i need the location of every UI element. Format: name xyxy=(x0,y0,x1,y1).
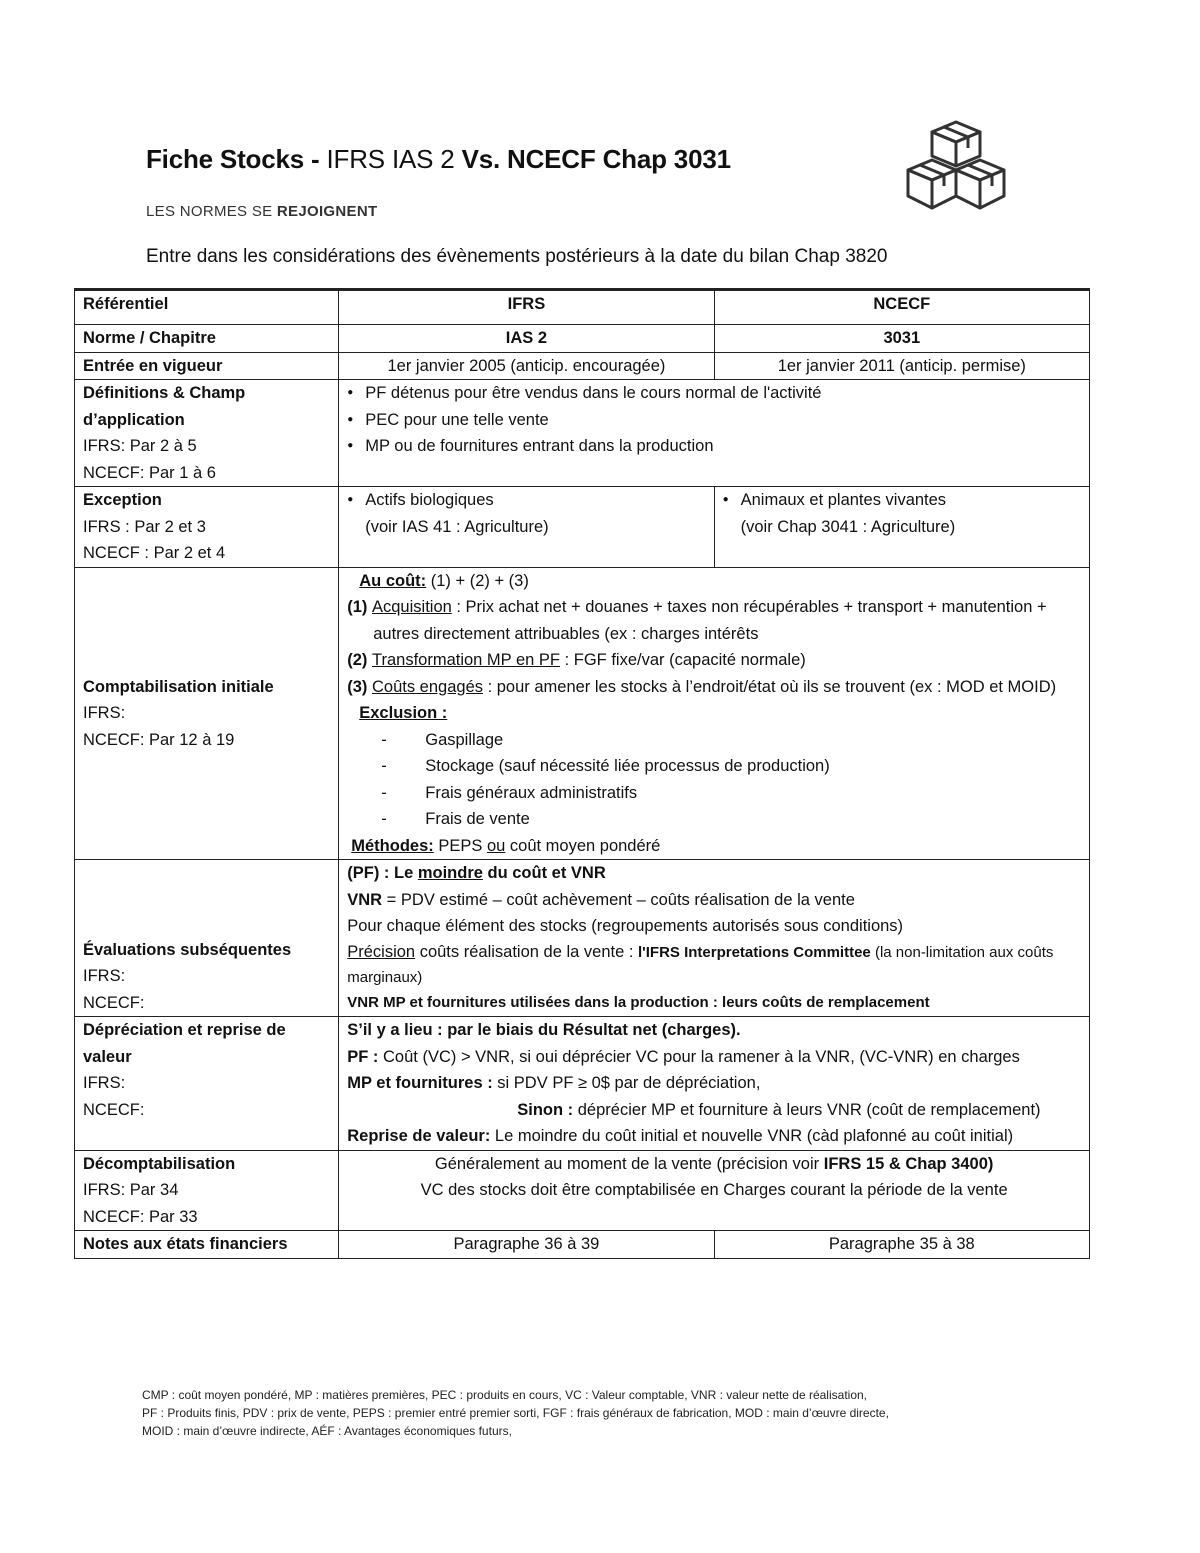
row-decomptabilisation xyxy=(75,1150,1090,1231)
methodes-a: PEPS xyxy=(433,836,487,855)
definition-item: ● PF détenus pour être vendus dans le cours normal de l'activité xyxy=(347,380,1081,407)
eval-l2-b: VNR xyxy=(347,890,383,909)
dep-l4-t: déprécier MP et fourniture à leurs VNR (coût de remplacement) xyxy=(573,1100,1041,1119)
eval-l4-r: (la non-limitation aux coûts marginaux) xyxy=(347,943,1054,986)
dep-l2-t: Coût (VC) > VNR, si oui déprécier VC pour la ramener à la VNR, (VC-VNR) en charges xyxy=(378,1047,1020,1066)
methodes-label: Méthodes: xyxy=(351,836,434,855)
exclusion-text: Frais de vente xyxy=(425,810,530,828)
depreciation-line-3 xyxy=(347,1070,1081,1097)
exception-ifrs-item: ● Actifs biologiques xyxy=(347,487,705,514)
depreciation-line-4 xyxy=(347,1097,1081,1124)
couts-engages-term: Coûts engagés xyxy=(372,677,483,696)
norme-ncecf: 3031 xyxy=(714,325,1089,353)
exclusion-line xyxy=(347,700,1081,727)
decomptabilisation-label: Décomptabilisation xyxy=(83,1154,236,1173)
definition-item: ● PEC pour une telle vente xyxy=(347,407,1081,434)
depreciation-line-2 xyxy=(347,1044,1081,1071)
exclusion-item: - Frais de vente xyxy=(381,810,530,828)
exclusion-item: - Stockage (sauf nécessité liée processus de production) xyxy=(381,757,830,775)
eval-l4-b: l'IFRS Interpretations Committee xyxy=(638,943,871,961)
decomptabilisation-line-2: VC des stocks doit être comptabilisée en Charges courant la période de la vente xyxy=(420,1181,1008,1199)
acquisition-line xyxy=(347,594,1081,647)
decomp-l1-a: Généralement au moment de la vente (précision voir xyxy=(434,1154,824,1173)
label-definitions xyxy=(75,380,339,487)
label-depreciation xyxy=(75,1017,339,1151)
header-ncecf: NCECF xyxy=(714,290,1089,325)
decomptabilisation-content xyxy=(339,1150,1090,1231)
au-cout-formula: (1) + (2) + (3) xyxy=(426,571,529,590)
exclusion-label: Exclusion : xyxy=(359,704,448,722)
depreciation-line-1: S’il y a lieu : par le biais du Résultat net (charges). xyxy=(347,1021,741,1039)
comptabilisation-ncecf-ref: NCECF: Par 12 à 19 xyxy=(83,730,235,749)
definition-item: ● MP ou de fournitures entrant dans la production xyxy=(347,433,1081,460)
exception-label: Exception xyxy=(83,491,162,509)
definitions-label-2: d’application xyxy=(83,410,185,429)
entree-ifrs: 1er janvier 2005 (anticip. encouragée) xyxy=(339,352,714,380)
depreciation-ncecf-ref: NCECF: xyxy=(83,1100,145,1119)
dep-l2-b: PF : xyxy=(347,1047,379,1066)
label-decomptabilisation xyxy=(75,1150,339,1231)
title-part-2: IFRS IAS 2 xyxy=(326,144,462,174)
exception-ifrs-sub: (voir IAS 41 : Agriculture) xyxy=(365,517,549,536)
au-cout-label: Au coût: xyxy=(359,571,427,590)
footnote-line-1: CMP : coût moyen pondéré, MP : matières premières, PEC : produits en cours, VC : Valeur comptable, VNR : valeur nette de réalisation, xyxy=(142,1388,867,1402)
num-3: (3) xyxy=(347,677,372,696)
dep-l3-b: MP et fournitures : xyxy=(347,1074,493,1092)
footnote-line-2: PF : Produits finis, PDV : prix de vente, PEPS : premier entré premier sorti, FGF : frais généraux de fabrication, MOD : main d’œuvre directe, xyxy=(142,1406,889,1420)
definitions-content xyxy=(339,380,1090,487)
exception-ncecf-ref: NCECF : Par 2 et 4 xyxy=(83,544,226,562)
num-2: (2) xyxy=(347,651,372,669)
definitions-ifrs-ref: IFRS: Par 2 à 5 xyxy=(83,437,197,455)
au-cout-line xyxy=(347,568,1081,595)
row-entree xyxy=(75,352,1090,380)
eval-l2-t: = PDV estimé – coût achèvement – coûts réalisation de la vente xyxy=(382,890,855,909)
row-norme xyxy=(75,325,1090,353)
methodes-b: coût moyen pondéré xyxy=(505,836,661,855)
page-title xyxy=(146,144,731,175)
evaluations-line-3: Pour chaque élément des stocks (regroupements autorisés sous conditions) xyxy=(347,917,904,935)
acquisition-text: : Prix achat net + douanes + taxes non récupérables + transport + manutention + autres directement attribuables (ex : charges intérêts xyxy=(373,598,1047,643)
exclusion-item: - Gaspillage xyxy=(381,730,504,749)
title-part-1: Fiche Stocks - xyxy=(146,144,327,174)
dep-l4-b: Sinon : xyxy=(517,1100,574,1119)
subtitle-normal: LES NORMES SE xyxy=(146,203,277,220)
methodes-line xyxy=(347,833,1081,860)
dep-l5-b: Reprise de valeur: xyxy=(347,1127,491,1145)
row-notes xyxy=(75,1231,1090,1259)
eval-l1-b: du coût et VNR xyxy=(482,864,606,882)
evaluations-ifrs-ref: IFRS: xyxy=(83,967,126,985)
depreciation-content xyxy=(339,1017,1090,1151)
dep-l5-t: Le moindre du coût initial et nouvelle VNR (càd plafonné au coût initial) xyxy=(490,1127,1014,1145)
eval-l4-t: coûts réalisation de la vente : xyxy=(415,942,639,961)
depreciation-label-2: valeur xyxy=(83,1047,132,1066)
header-referentiel: Référentiel xyxy=(75,290,339,325)
eval-l1-a: (PF) : Le xyxy=(347,864,418,882)
decomp-l1-b: IFRS 15 & Chap 3400) xyxy=(823,1154,994,1173)
comparison-table xyxy=(74,288,1090,1259)
exclusion-text: Frais généraux administratifs xyxy=(425,783,638,802)
exception-ifrs xyxy=(339,487,714,568)
header-ifrs: IFRS xyxy=(339,290,714,325)
label-norme: Norme / Chapitre xyxy=(75,325,339,353)
row-comptabilisation xyxy=(75,567,1090,860)
subtitle-bold: REJOIGNENT xyxy=(276,203,378,220)
label-entree: Entrée en vigueur xyxy=(75,352,339,380)
depreciation-ifrs-ref: IFRS: xyxy=(83,1074,126,1092)
evaluations-label: Évaluations subséquentes xyxy=(83,940,292,959)
eval-l4-u: Précision xyxy=(347,942,416,961)
transformation-term: Transformation MP en PF xyxy=(372,651,560,669)
abbreviations-footnote xyxy=(142,1386,1062,1440)
definitions-ncecf-ref: NCECF: Par 1 à 6 xyxy=(83,463,216,482)
evaluations-line-5: VNR MP et fournitures utilisées dans la production : leurs coûts de remplacement xyxy=(347,993,930,1011)
evaluations-line-1 xyxy=(347,860,1081,887)
norme-ifrs: IAS 2 xyxy=(339,325,714,353)
exception-ifrs-ref: IFRS : Par 2 et 3 xyxy=(83,517,206,536)
num-1: (1) xyxy=(347,598,372,616)
exception-ncecf-sub: (voir Chap 3041 : Agriculture) xyxy=(740,517,956,536)
exclusion-text: Gaspillage xyxy=(425,730,504,749)
exception-ncecf-item: ● Animaux et plantes vivantes xyxy=(723,487,1081,514)
acquisition-term: Acquisition xyxy=(372,598,452,616)
comptabilisation-ifrs-ref: IFRS: xyxy=(83,704,126,722)
dep-l3-t: si PDV PF ≥ 0$ par de dépréciation, xyxy=(492,1074,761,1092)
evaluations-ncecf-ref: NCECF: xyxy=(83,993,145,1012)
comptabilisation-label: Comptabilisation initiale xyxy=(83,677,274,696)
subtitle xyxy=(146,203,377,220)
boxes-icon xyxy=(902,118,1008,218)
notes-ifrs: Paragraphe 36 à 39 xyxy=(339,1231,714,1259)
definitions-label-1: Définitions & Champ xyxy=(83,384,246,402)
transformation-text: : FGF fixe/var (capacité normale) xyxy=(560,651,806,669)
exclusion-item: - Frais généraux administratifs xyxy=(381,783,638,802)
title-part-3: Vs. NCECF Chap 3031 xyxy=(461,144,731,174)
decomptabilisation-ncecf-ref: NCECF: Par 33 xyxy=(83,1207,198,1226)
row-evaluations xyxy=(75,860,1090,1017)
couts-engages-line xyxy=(347,674,1081,701)
label-notes: Notes aux états financiers xyxy=(75,1231,339,1259)
row-definitions xyxy=(75,380,1090,487)
exception-ncecf xyxy=(714,487,1089,568)
decomptabilisation-line-1 xyxy=(347,1151,1081,1178)
evaluations-line-2 xyxy=(347,887,1081,914)
section-heading: Entre dans les considérations des évènements postérieurs à la date du bilan Chap 3820 xyxy=(146,246,888,267)
table-header-row xyxy=(75,290,1090,325)
label-evaluations xyxy=(75,860,339,1017)
comptabilisation-content xyxy=(339,567,1090,860)
exclusion-text: Stockage (sauf nécessité liée processus de production) xyxy=(425,757,830,775)
evaluations-content xyxy=(339,860,1090,1017)
couts-engages-text: : pour amener les stocks à l’endroit/état où ils se trouvent (ex : MOD et MOID) xyxy=(483,677,1057,696)
row-exception xyxy=(75,487,1090,568)
footnote-line-3: MOID : main d’œuvre indirecte, AÉF : Avantages économiques futurs, xyxy=(142,1424,512,1438)
entree-ncecf: 1er janvier 2011 (anticip. permise) xyxy=(714,352,1089,380)
label-exception xyxy=(75,487,339,568)
depreciation-label-1: Dépréciation et reprise de xyxy=(83,1021,286,1039)
row-depreciation xyxy=(75,1017,1090,1151)
evaluations-line-4 xyxy=(347,940,1081,990)
transformation-line xyxy=(347,647,1081,674)
notes-ncecf: Paragraphe 35 à 38 xyxy=(714,1231,1089,1259)
methodes-ou: ou xyxy=(486,836,506,855)
eval-l1-u: moindre xyxy=(417,864,483,882)
label-comptabilisation xyxy=(75,567,339,860)
depreciation-line-5 xyxy=(347,1123,1081,1150)
decomptabilisation-ifrs-ref: IFRS: Par 34 xyxy=(83,1181,179,1199)
